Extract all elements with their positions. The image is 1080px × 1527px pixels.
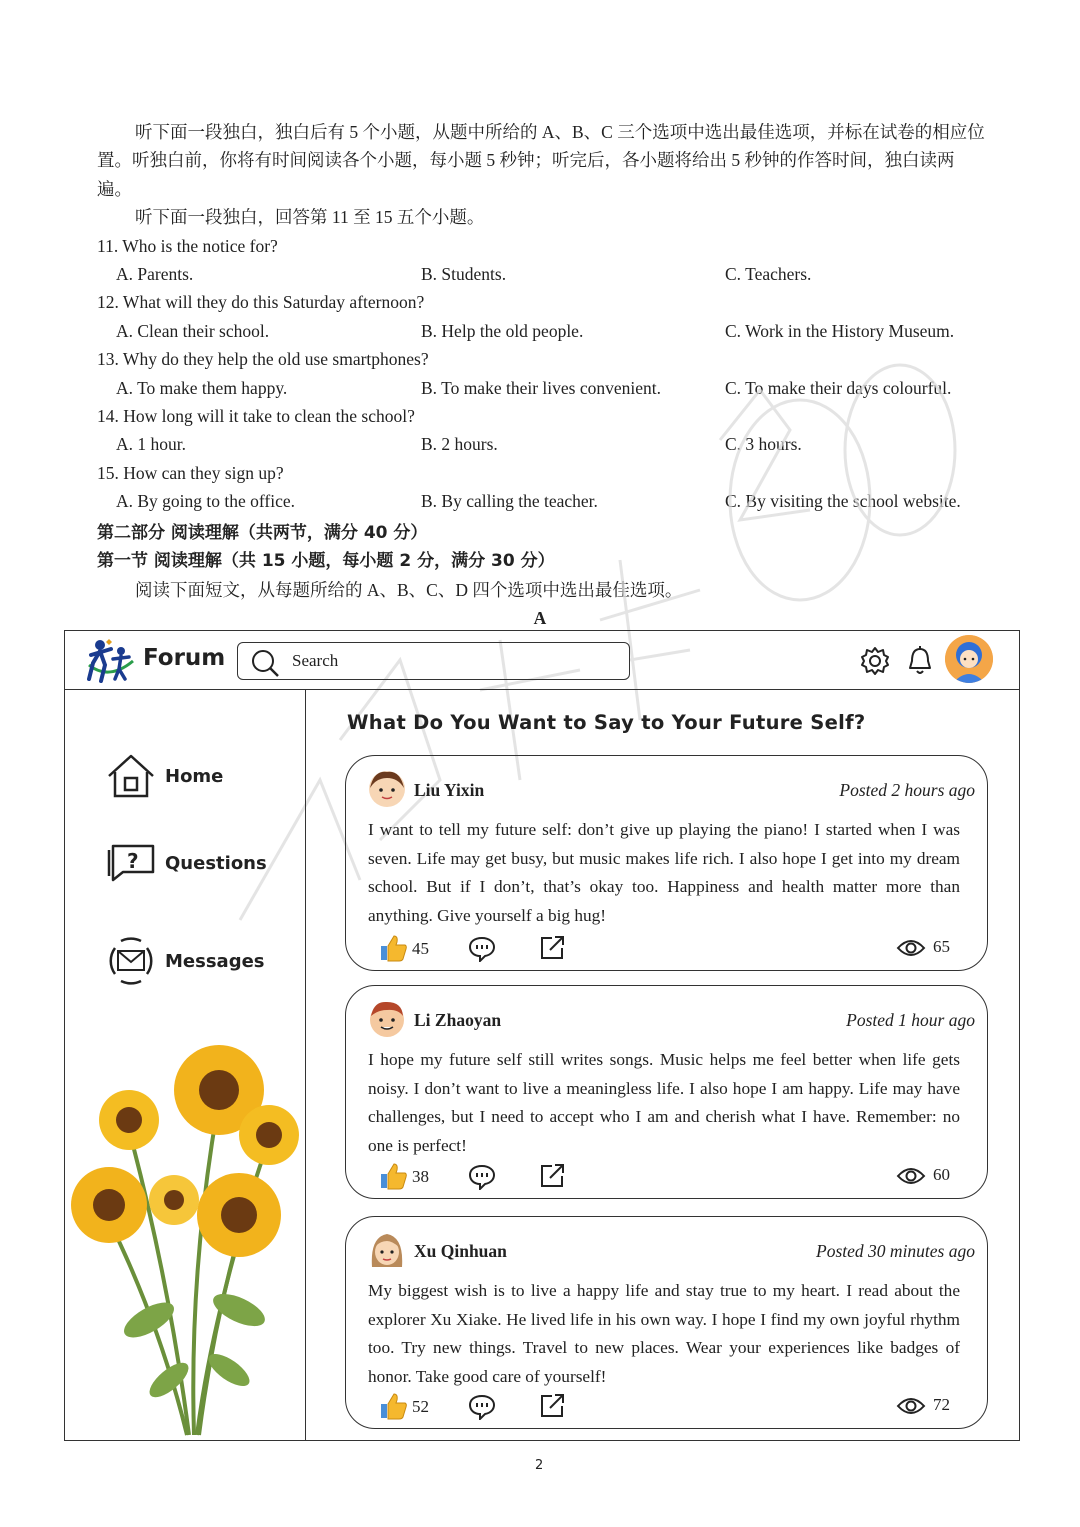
view-count: 60 <box>933 1165 950 1184</box>
home-label: Home <box>165 765 224 787</box>
avatar-icon <box>945 635 993 683</box>
thumbs-up-icon[interactable] <box>380 1392 408 1420</box>
comment-icon[interactable] <box>468 1394 496 1420</box>
gear-icon[interactable] <box>860 646 890 676</box>
post-body: My biggest wish is to live a happy life and stay true to my heart. I read about the explorer Xu Xiake. He lived life in his own way. I hope I find my own joyful rhythm too. Try new things. Travel to new places. Wear your experiences like badges of honor. Take good care of yourself! <box>368 1281 960 1386</box>
avatar-icon <box>368 1000 406 1038</box>
option-a: A. 1 hour. <box>116 434 186 455</box>
like-count: 52 <box>412 1397 429 1416</box>
page-number: 2 <box>535 1458 544 1473</box>
sidebar-item-home[interactable] <box>105 752 223 800</box>
question-11: 11. Who is the notice for? <box>97 235 278 256</box>
post-actions <box>380 1392 970 1422</box>
thumbs-up-icon[interactable] <box>380 1162 408 1190</box>
search-placeholder: Search <box>292 651 339 670</box>
home-icon <box>105 752 157 800</box>
search-icon <box>250 648 282 678</box>
view-count: 72 <box>933 1395 950 1414</box>
section-heading: 第一节 阅读理解（共 15 小题，每小题 2 分，满分 30 分） <box>97 551 555 572</box>
reading-instruction: 阅读下面短文，从每题所给的 A、B、C、D 四个选项中选出最佳选项。 <box>135 579 683 600</box>
post-body: I hope my future self still writes songs. Music helps me feel better when life gets noisy. I don’t want to live a meaningless life. I also hope I am happy. Life may have challenges, but I need to accept who I am and cherish what I have. Remember: no one is perfect! <box>368 1050 960 1155</box>
share-icon[interactable] <box>538 934 566 962</box>
svg-text:?: ? <box>127 849 139 873</box>
messages-label: Messages <box>165 950 265 972</box>
options-15 <box>97 487 987 515</box>
user-avatar[interactable] <box>945 635 993 683</box>
option-b: B. Help the old people. <box>421 320 584 341</box>
passage-label: A <box>533 607 547 628</box>
option-b: B. 2 hours. <box>421 434 498 455</box>
question-12: 12. What will they do this Saturday afternoon? <box>97 292 425 313</box>
post-card <box>345 1216 988 1429</box>
options-13 <box>97 374 987 402</box>
like-count: 45 <box>412 939 429 958</box>
eye-icon <box>896 1396 926 1416</box>
question-icon <box>105 842 157 884</box>
post-time: Posted 1 hour ago <box>846 1010 975 1030</box>
listening-instruction: 听下面一段独白，回答第 11 至 15 五个小题。 <box>135 207 485 228</box>
options-12 <box>97 317 987 345</box>
forum-window <box>64 630 1020 1441</box>
questions-label: Questions <box>165 852 267 874</box>
share-icon[interactable] <box>538 1392 566 1420</box>
avatar-icon <box>368 1231 406 1269</box>
main-title: What Do You Want to Say to Your Future Self? <box>347 711 866 734</box>
option-b: B. To make their lives convenient. <box>421 377 661 398</box>
option-c: C. To make their days colourful. <box>725 377 952 398</box>
option-a: A. Parents. <box>116 264 194 285</box>
comment-icon[interactable] <box>468 936 496 962</box>
post-author[interactable]: Li Zhaoyan <box>414 1010 502 1030</box>
post-card <box>345 755 988 971</box>
post-author[interactable]: Liu Yixin <box>414 780 485 800</box>
like-count: 38 <box>412 1167 429 1186</box>
bell-icon[interactable] <box>907 646 933 676</box>
sidebar-item-questions[interactable] <box>105 842 267 884</box>
post-author[interactable]: Xu Qinhuan <box>414 1241 507 1261</box>
comment-icon[interactable] <box>468 1164 496 1190</box>
options-11 <box>97 260 987 288</box>
post-card <box>345 985 988 1199</box>
view-count: 65 <box>933 937 950 956</box>
part-heading: 第二部分 阅读理解（共两节，满分 40 分） <box>97 522 428 543</box>
post-time: Posted 2 hours ago <box>839 780 975 800</box>
option-b: B. By calling the teacher. <box>421 491 598 512</box>
post-actions <box>380 1162 970 1192</box>
option-b: B. Students. <box>421 264 507 285</box>
option-a: A. By going to the office. <box>116 491 296 512</box>
post-body: I want to tell my future self: don’t give up playing the piano! I started when I was seven. Life may get busy, but music makes life rich. I also hope I get into my dream school. But if I don’t, that’s okay too. Happiness and health matter more than anything. Give yourself a big hug! <box>368 820 960 925</box>
sunflower-illustration <box>69 1020 299 1440</box>
sidebar-item-messages[interactable] <box>105 936 265 986</box>
options-14 <box>97 430 987 458</box>
option-c: C. Work in the History Museum. <box>725 320 955 341</box>
eye-icon <box>896 1166 926 1186</box>
exam-section <box>97 118 987 632</box>
post-actions <box>380 934 970 964</box>
forum-logo-icon <box>85 635 137 685</box>
option-a: A. Clean their school. <box>116 320 270 341</box>
forum-title: Forum <box>143 645 226 671</box>
eye-icon <box>896 938 926 958</box>
question-15: 15. How can they sign up? <box>97 462 284 483</box>
option-c: C. 3 hours. <box>725 434 802 455</box>
thumbs-up-icon[interactable] <box>380 934 408 962</box>
top-bar <box>65 631 1019 690</box>
sidebar <box>65 690 306 1440</box>
listening-intro: 听下面一段独白，独白后有 5 个小题，从题中所给的 A、B、C 三个选项中选出最佳选项，并标在试卷的相应位置。听独白前，你将有时间阅读各个小题，每小题 5 秒钟；听完后，各小题将给出 5 秒钟的作答时间，独白读两遍。 <box>97 122 985 199</box>
option-a: A. To make them happy. <box>116 377 288 398</box>
post-time: Posted 30 minutes ago <box>816 1241 975 1261</box>
option-c: C. Teachers. <box>725 264 812 285</box>
question-13: 13. Why do they help the old use smartphones? <box>97 349 429 370</box>
avatar-icon <box>368 770 406 808</box>
question-14: 14. How long will it take to clean the school? <box>97 406 415 427</box>
option-c: C. By visiting the school website. <box>725 491 961 512</box>
search-input[interactable] <box>237 642 630 680</box>
message-icon <box>105 936 157 986</box>
share-icon[interactable] <box>538 1162 566 1190</box>
